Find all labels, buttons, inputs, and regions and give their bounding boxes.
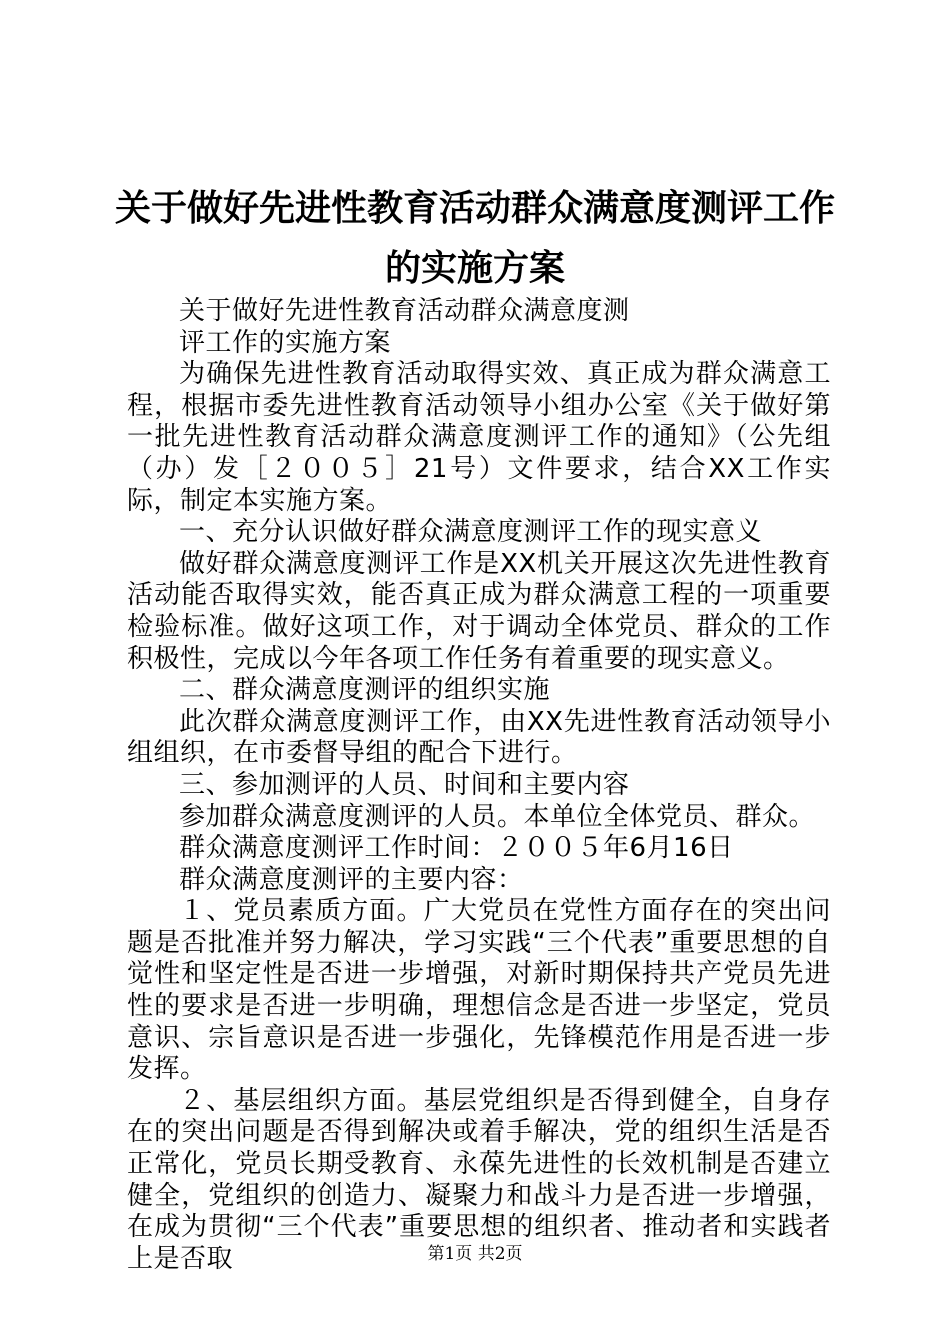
- paragraph-significance: 做好群众满意度测评工作是XX机关开展这次先进性教育活动能否取得实效，能否真正成为群众满意工程的一项重要检验标准。做好这项工作，对于调动全体党员、群众的工作积极性，完成以今年各项工作任务有着重要的现实意义。: [127, 548, 831, 674]
- section-heading-2: 二、群众满意度测评的组织实施: [179, 675, 551, 706]
- document-title-line-2: 的实施方案: [384, 247, 565, 289]
- document-body: [127, 296, 831, 1275]
- paragraph-participants: 参加群众满意度测评的人员。本单位全体党员、群众。: [179, 801, 816, 832]
- section-heading-3: 三、参加测评的人员、时间和主要内容: [179, 769, 630, 800]
- document-title-line-1: 关于做好先进性教育活动群众满意度测评工作: [114, 187, 835, 229]
- paragraph-organization: 此次群众满意度测评工作，由XX先进性教育活动领导小组组织，在市委督导组的配合下进行。: [127, 706, 831, 769]
- paragraph-time: 群众满意度测评工作时间：２００５年6月16日: [179, 833, 734, 864]
- subtitle-line-2: 评工作的实施方案: [179, 327, 392, 358]
- page-footer: 第1页 共2页: [427, 1244, 523, 1264]
- paragraph-content-heading: 群众满意度测评的主要内容：: [179, 864, 524, 895]
- paragraph-item-2: ２、基层组织方面。基层党组织是否得到健全，自身存在的突出问题是否得到解决或着手解决，党的组织生活是否正常化，党员长期受教育、永葆先进性的长效机制是否建立健全，党组织的创造力、凝聚力和战斗力是否进一步增强，在成为贯彻“三个代表”重要思想的组织者、推动者和实践者上是否取: [127, 1085, 831, 1274]
- section-heading-1: 一、充分认识做好群众满意度测评工作的现实意义: [179, 517, 763, 548]
- subtitle-line-1: 关于做好先进性教育活动群众满意度测: [179, 296, 630, 326]
- paragraph-intro: 为确保先进性教育活动取得实效、真正成为群众满意工程，根据市委先进性教育活动领导小组办公室《关于做好第一批先进性教育活动群众满意度测评工作的通知》（公先组（办）发［２００５］21号）文件要求，结合XX工作实际，制定本实施方案。: [127, 359, 831, 516]
- paragraph-item-1: １、党员素质方面。广大党员在党性方面存在的突出问题是否批准并努力解决，学习实践“三个代表”重要思想的自觉性和坚定性是否进一步增强，对新时期保持共产党员先进性的要求是否进一步明确，理想信念是否进一步坚定，党员意识、宗旨意识是否进一步强化，先锋模范作用是否进一步发挥。: [127, 896, 831, 1085]
